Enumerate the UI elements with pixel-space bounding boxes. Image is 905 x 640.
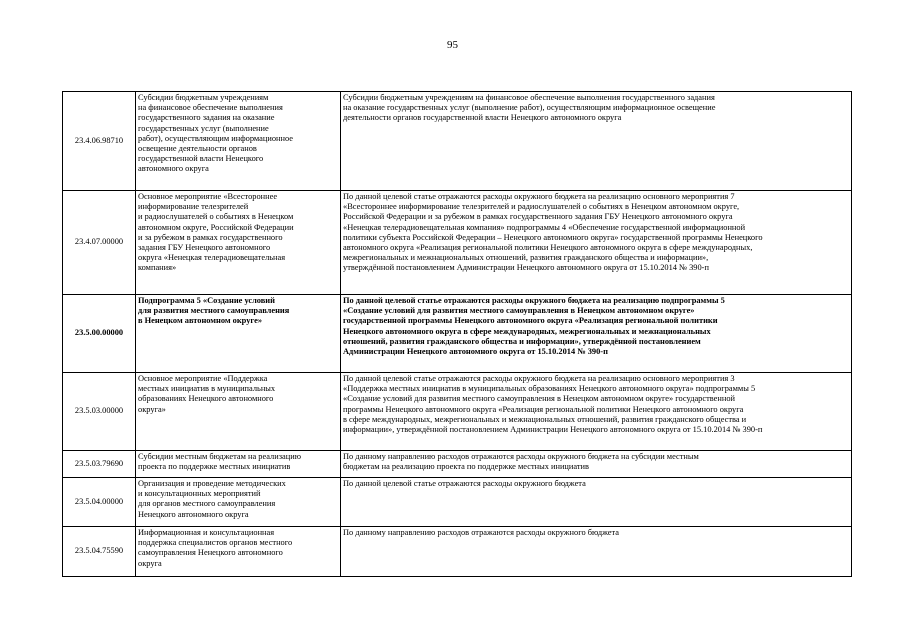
table-row xyxy=(63,295,852,373)
table-row xyxy=(63,451,852,478)
table-row xyxy=(63,478,852,527)
row-code: 23.5.04.75590 xyxy=(63,527,136,577)
row-code: 23.4.07.00000 xyxy=(63,191,136,295)
row-code: 23.5.04.00000 xyxy=(63,478,136,527)
table-row xyxy=(63,191,852,295)
row-code: 23.4.06.98710 xyxy=(63,92,136,191)
row-code: 23.5.03.00000 xyxy=(63,373,136,451)
row-name: Основное мероприятие «Поддержка местных инициатив в муниципальных образованиях Ненецкого автономного округа» xyxy=(136,373,341,451)
row-name: Субсидии бюджетным учреждениям на финансовое обеспечение выполнения государственного задания на оказание государственных услуг (выполнение работ), осуществляющим информационное освещение деятельности органов государственной власти Ненецкого автономного округа xyxy=(136,92,341,191)
row-description: По данной целевой статье отражаются расходы окружного бюджета на реализацию основного мероприятия 3 «Поддержка местных инициатив в муниципальных образованиях Ненецкого автономного округа» подпрограммы 5 «Создание условий для развития местного самоуправления в Ненецком автономном округе» государственной программы Ненецкого автономного округа «Реализация региональной политики Ненецкого автономного округа в сфере международных, межрегиональных и межнациональных отношений, развития гражданского общества и информации», утверждённой постановлением Администрации Ненецкого автономного округа от 15.10.2014 № 390-п xyxy=(341,373,852,451)
row-name: Информационная и консультационная поддержка специалистов органов местного самоуправления Ненецкого автономного округа xyxy=(136,527,341,577)
table-row xyxy=(63,92,852,191)
row-description: По данному направлению расходов отражаются расходы окружного бюджета на субсидии местным бюджетам на реализацию проекта по поддержке местных инициатив xyxy=(341,451,852,478)
row-code: 23.5.03.79690 xyxy=(63,451,136,478)
page-number: 95 xyxy=(447,39,458,51)
row-name: Субсидии местным бюджетам на реализацию проекта по поддержке местных инициатив xyxy=(136,451,341,478)
table-row xyxy=(63,373,852,451)
row-name: Организация и проведение методических и консультационных мероприятий для органов местного самоуправления Ненецкого автономного округа xyxy=(136,478,341,527)
table-row xyxy=(63,527,852,577)
row-description: По данному направлению расходов отражаются расходы окружного бюджета xyxy=(341,527,852,577)
row-code: 23.5.00.00000 xyxy=(63,295,136,373)
row-description: По данной целевой статье отражаются расходы окружного бюджета на реализацию основного мероприятия 7 «Всестороннее информирование телезрителей и радиослушателей о событиях в Ненецком автономном округе, Российской Федерации и за рубежом в рамках государственного задания ГБУ Ненецкого автономного округа «Ненецкая телерадиовещательная компания» подпрограммы 4 «Обеспечение государственной информационной политики субъекта Российской Федерации – Ненецкого автономного округа» государственной программы Ненецкого автономного округа «Реализация региональной политики Ненецкого автономного округа в сфере международных, межрегиональных и межнациональных отношений, развития гражданского общества и информации», утверждённой постановлением Администрации Ненецкого автономного округа от 15.10.2014 № 390-п xyxy=(341,191,852,295)
row-name: Подпрограмма 5 «Создание условий для развития местного самоуправления в Ненецком автономном округе» xyxy=(136,295,341,373)
row-description: По данной целевой статье отражаются расходы окружного бюджета xyxy=(341,478,852,527)
row-description: Субсидии бюджетным учреждениям на финансовое обеспечение выполнения государственного задания на оказание государственных услуг (выполнение работ), осуществляющим информационное освещение деятельности органов государственной власти Ненецкого автономного округа xyxy=(341,92,852,191)
row-description: По данной целевой статье отражаются расходы окружного бюджета на реализацию подпрограммы 5 «Создание условий для развития местного самоуправления в Ненецком автономном округе» государственной программы Ненецкого автономного округа «Реализация региональной политики Ненецкого автономного округа в сфере международных, межрегиональных и межнациональных отношений, развития гражданского общества и информации», утверждённой постановлением Администрации Ненецкого автономного округа от 15.10.2014 № 390-п xyxy=(341,295,852,373)
budget-classification-table xyxy=(62,91,852,577)
row-name: Основное мероприятие «Всестороннее информирование телезрителей и радиослушателей о событиях в Ненецком автономном округе, Российской Федерации и за рубежом в рамках государственного задания ГБУ Ненецкого автономного округа «Ненецкая телерадиовещательная компания» xyxy=(136,191,341,295)
